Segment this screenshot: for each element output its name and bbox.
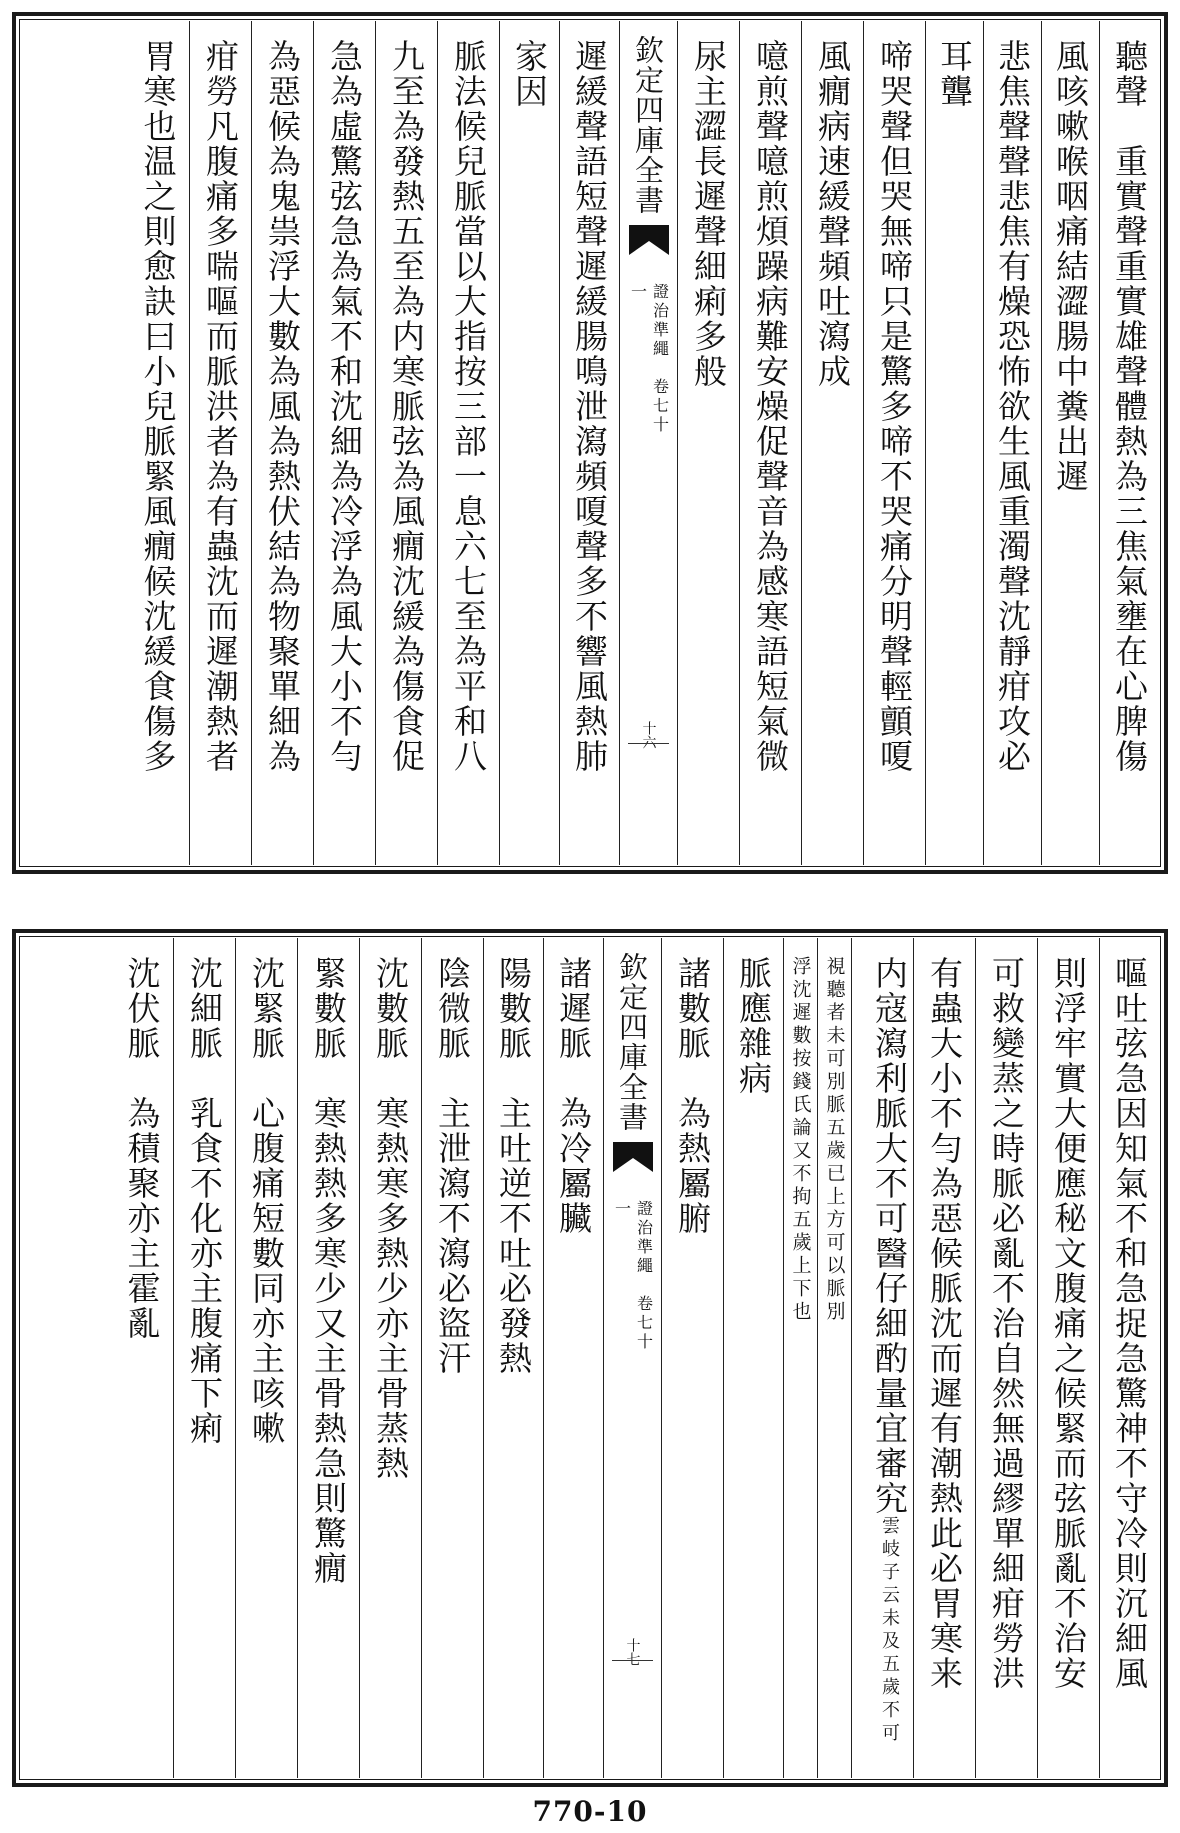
text-column: 悲焦聲聲悲焦有燥恐怖欲生風重濁聲沈靜疳攻必 [983, 21, 1041, 865]
note-column: 浮沈遲數按錢氏論又不拘五歲上下也 [783, 938, 817, 1778]
text-column: 則浮牢實大便應秘文腹痛之候緊而弦脈亂不治安 [1037, 938, 1099, 1778]
text-column: 諸遲脈 為冷屬臟 [543, 938, 603, 1778]
page-number: 770-10 [532, 1795, 648, 1828]
text-column: 沈細脈 乳食不化亦主腹痛下痢 [173, 938, 235, 1778]
bottom-columns [21, 938, 1159, 1778]
bottom-page-panel [12, 929, 1168, 1787]
folio-number: 十七 [624, 1638, 641, 1666]
running-head [603, 938, 661, 1778]
text-column: 陰微脈 主泄瀉不瀉必盜汗 [421, 938, 483, 1778]
top-page-panel [12, 12, 1168, 874]
text-column: 疳勞凡腹痛多喘嘔而脈洪者為有蟲沈而遲潮熱者 [189, 21, 251, 865]
text-column: 沈數脈 寒熱寒多熱少亦主骨蒸熱 [359, 938, 421, 1778]
text-column: 為惡候為鬼祟浮大數為風為熱伏結為物聚單細為 [251, 21, 313, 865]
text-column: 聽聲 重實聲重實雄聲體熱為三焦氣壅在心脾傷 [1099, 21, 1159, 865]
text-column: 嘔吐弦急因知氣不和急捉急驚神不守冷則沉細風 [1099, 938, 1159, 1778]
note-column: 視聽者未可別脈五歲已上方可以脈別 [817, 938, 851, 1778]
running-head [619, 21, 677, 865]
note-right: 雲岐子云未 [879, 1516, 900, 1631]
interlinear-note [878, 1516, 900, 1746]
text-column: 緊數脈 寒熱熱多寒少又主骨熱急則驚癇 [297, 938, 359, 1778]
section-heading-column: 脈應雜病 [723, 938, 783, 1778]
text-column: 風咳嗽喉咽痛結澀腸中糞出遲 [1041, 21, 1099, 865]
text-column: 胃寒也温之則愈訣曰小兒脈緊風癇候沈緩食傷多 [138, 39, 178, 774]
folio-number: 十六 [640, 721, 657, 749]
text-column-with-note [851, 938, 913, 1778]
running-title: 欽定四庫全書 [631, 35, 665, 215]
text-column: 諸數脈 為熱屬腑 [661, 938, 723, 1778]
text-column: 可救變蒸之時脈必亂不治自然無過繆單細疳勞洪 [975, 938, 1037, 1778]
text-column: 耳聾 [925, 21, 983, 865]
text-column: 尿主澀長遲聲細痢多般 [677, 21, 739, 865]
folio-rule [628, 743, 669, 744]
text-column: 九至為發熱五至為内寒脈弦為風癇沈緩為傷食促 [375, 21, 437, 865]
text-column: 遲緩聲語短聲遲緩腸鳴泄瀉頻嗄聲多不響風熱肺 [559, 21, 619, 865]
running-title: 欽定四庫全書 [615, 952, 649, 1132]
top-columns [21, 21, 1159, 865]
text-column: 家因 [499, 21, 559, 865]
text-column: 沈伏脈 為積聚亦主霍亂 [122, 956, 162, 1341]
note-left: 及五歲不可 [879, 1631, 900, 1746]
text-column: 噫煎聲噫煎煩躁病難安燥促聲音為感寒語短氣微 [739, 21, 801, 865]
text-column: 啼哭聲但哭無啼只是驚多啼不哭痛分明聲輕顫嗄 [863, 21, 925, 865]
fish-tail-ornament-icon [611, 1140, 655, 1174]
text-column: 脈法候兒脈當以大指按三部一息六七至為平和八 [437, 21, 499, 865]
running-subtitle: 證治準繩 卷七十一 [612, 1200, 654, 1352]
text-column: 有蟲大小不勻為惡候脈沈而遲有潮熱此必胃寒来 [913, 938, 975, 1778]
text-column: 風癇病速緩聲頻吐瀉成 [801, 21, 863, 865]
text-column: 急為虛驚弦急為氣不和沈細為冷浮為風大小不勻 [313, 21, 375, 865]
text-column: 沈緊脈 心腹痛短數同亦主咳嗽 [235, 938, 297, 1778]
main-text: 内寇瀉利脈大不可醫仔細酌量宜審究 [870, 956, 909, 1516]
fish-tail-ornament-icon [627, 223, 671, 257]
running-subtitle: 證治準繩 卷七十一 [628, 283, 670, 435]
folio-rule [612, 1660, 653, 1661]
text-column: 陽數脈 主吐逆不吐必發熱 [483, 938, 543, 1778]
